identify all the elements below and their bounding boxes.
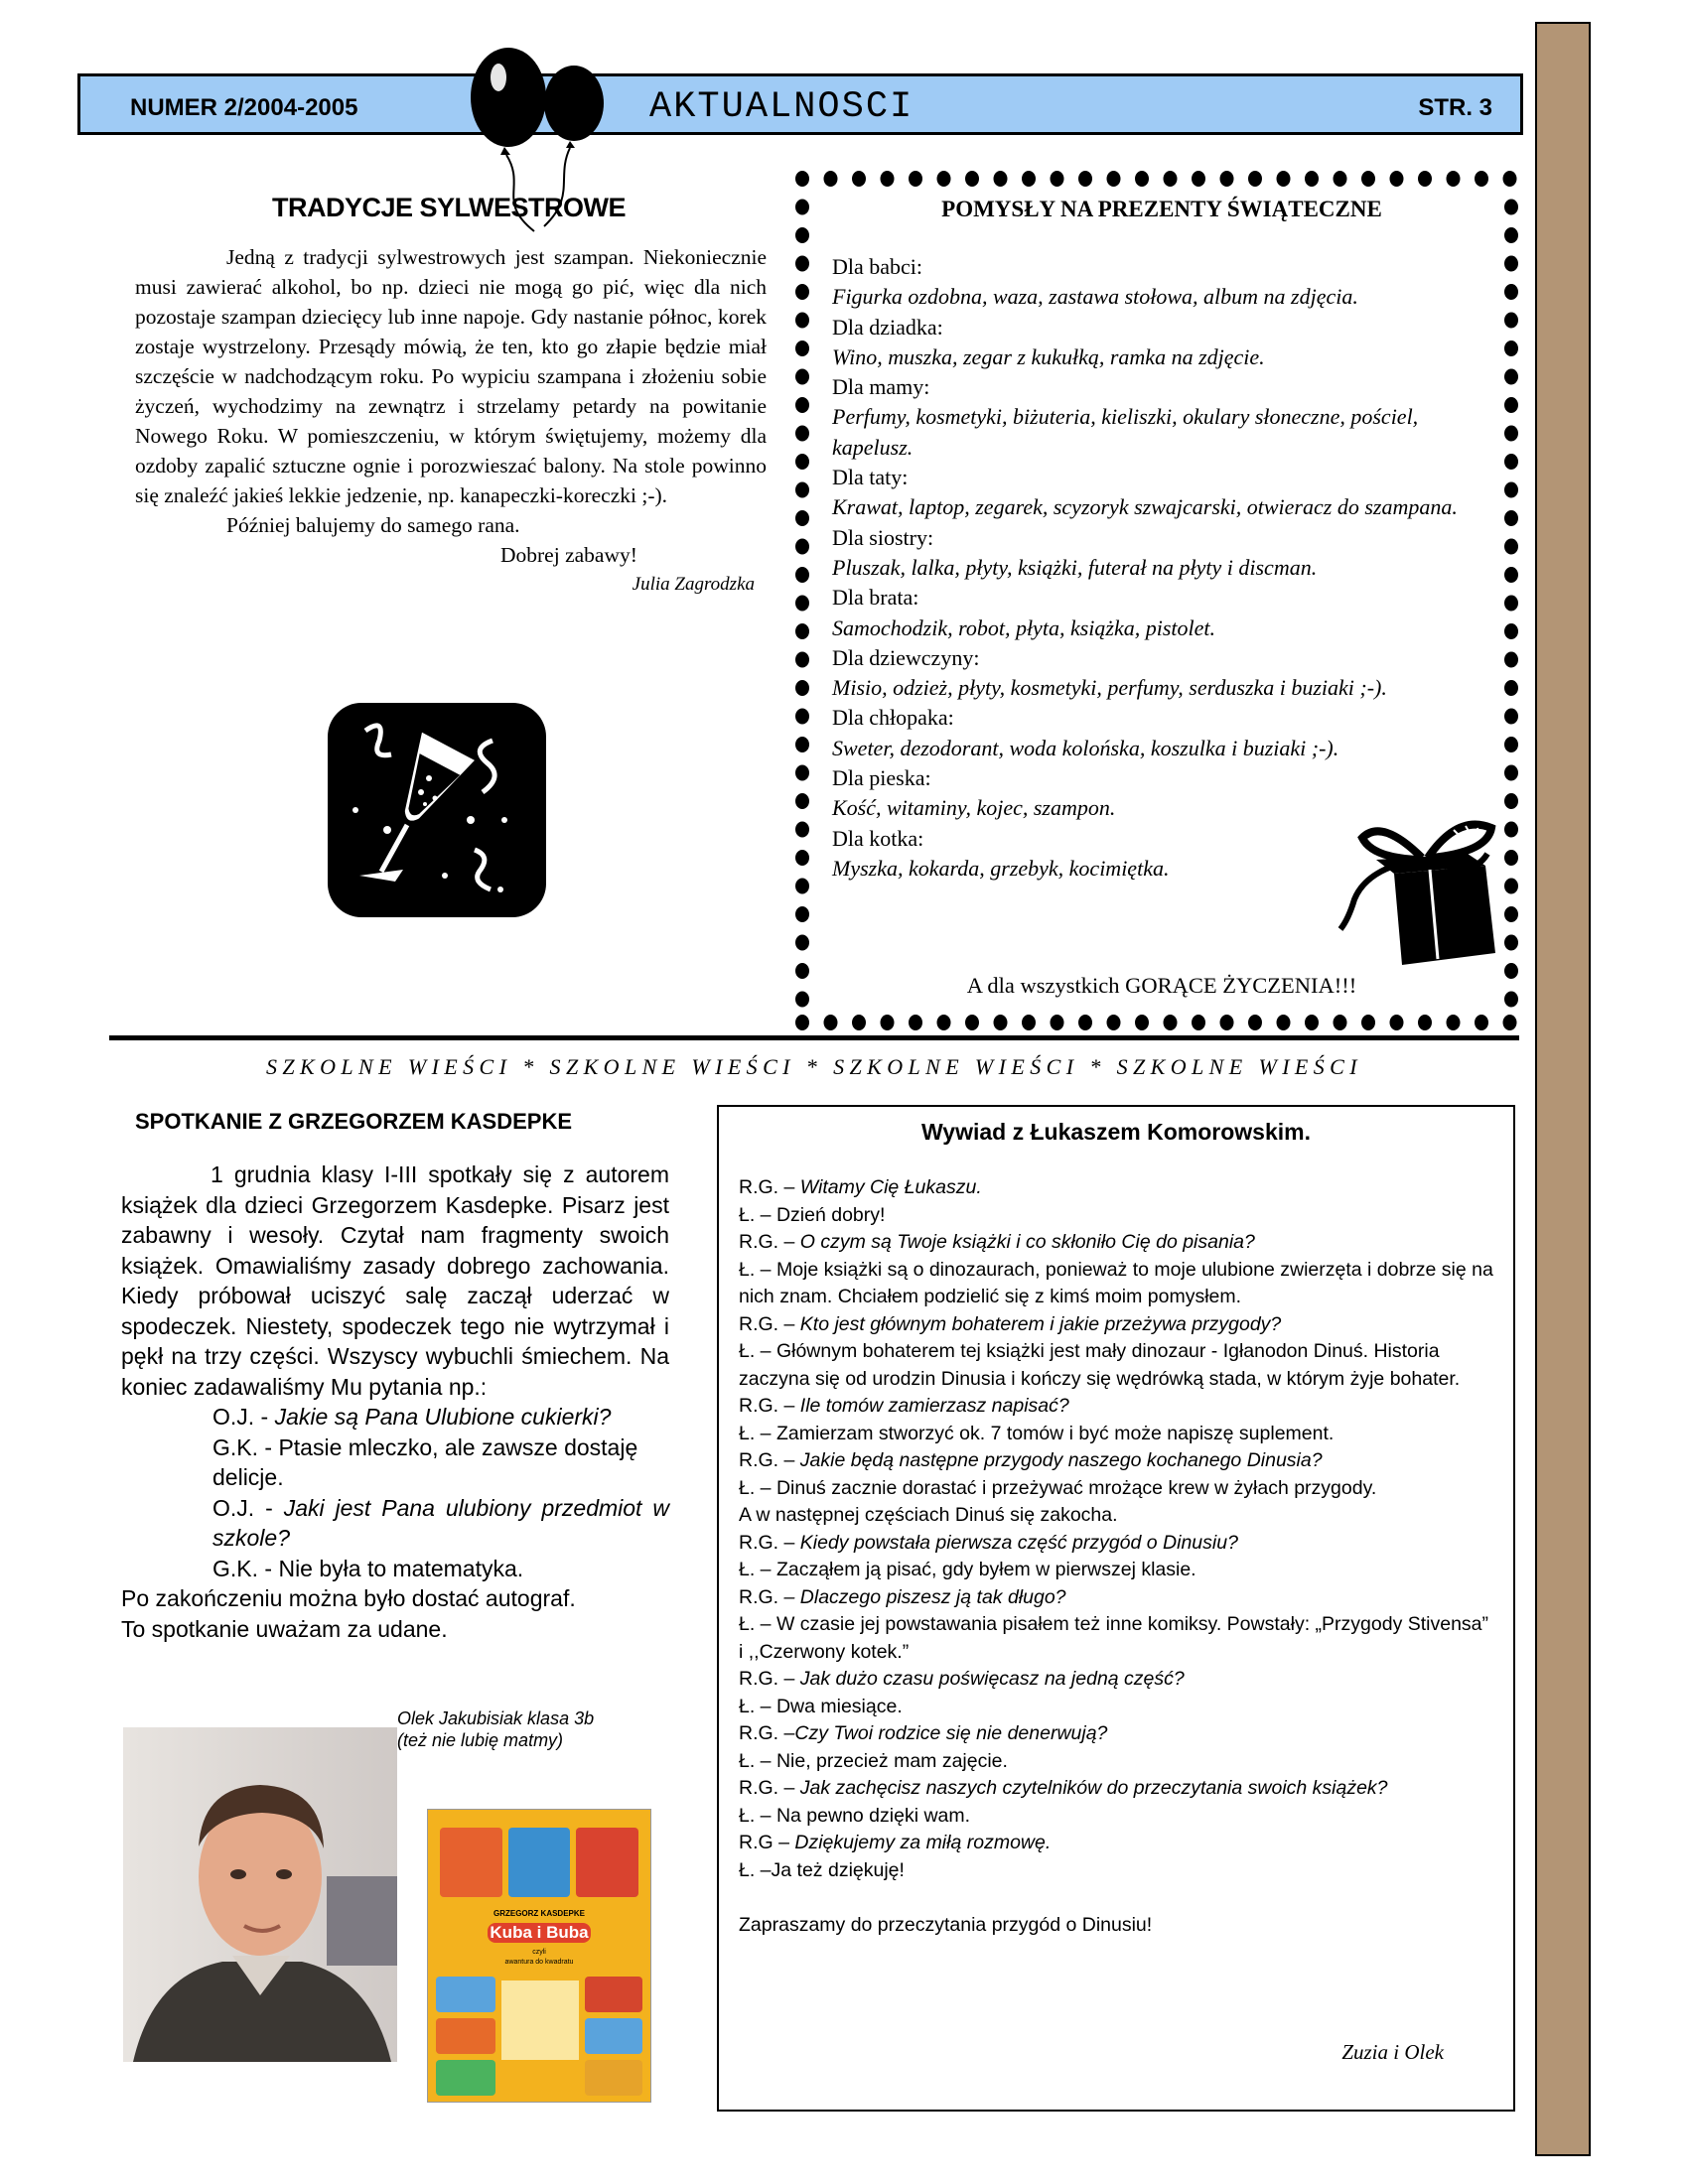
interview-text: Jakie będą następne przygody naszego kochanego Dinusia?: [799, 1449, 1323, 1471]
interview-text: Zacząłem ją pisać, gdy byłem w pierwszej klasie.: [775, 1559, 1196, 1580]
qa-text: Jakie są Pana Ulubione cukierki?: [274, 1404, 612, 1430]
border-dot: [795, 1015, 809, 1030]
interview-text: Dwa miesiące.: [775, 1695, 903, 1717]
border-dot: [795, 935, 809, 951]
border-dot: [1248, 1015, 1262, 1030]
border-dot: [1078, 1015, 1092, 1030]
interview-text: – Dlaczego piszesz ją tak długo?: [783, 1585, 1066, 1608]
gift-recipient: Dla taty:: [832, 465, 909, 490]
border-dot: [909, 1015, 922, 1030]
interview-text: Kiedy powstała pierwsza część przygód o Dinusiu?: [799, 1531, 1238, 1554]
book-illustration: [585, 1977, 642, 2096]
interview-text: Witamy Cię Łukaszu.: [799, 1176, 982, 1198]
interview-text: Głównym bohaterem tej książki jest mały dinozaur - Igłanodon Dinuś. Historia zaczyna się od urodzin Dinusia i kończy się wędrówką stada, w którym żyje bohater.: [739, 1340, 1461, 1390]
article-paragraph: Jedną z tradycji sylwestrowych jest szampan. Niekoniecznie musi zawierać alkohol, bo np. dzieci nie mogą go pić, więc dla nich pozostaje szampan dziecięcy lub inne napoje. Gdy nastanie północ, korek zostaje wystrzelony. Przesądy mówią, że ten, kto go złapie będzie miał szczęście w nadchodzącym roku. Po wypiciu szampana i złożeniu sobie życzeń, wychodzimy na zewnątrz i strzelamy petardy na powitanie Nowego Roku. W pomieszczeniu, w którym świętujemy, możemy dla ozdoby zapalić sztuczne ognie i porozwieszać balony. Na stole powinno się znaleźć jakieś lekkie jedzenie, np. kanapeczki-koreczki ;-).: [135, 245, 767, 507]
border-dot: [795, 200, 809, 215]
border-dot: [1305, 171, 1319, 187]
border-dot: [1164, 1015, 1178, 1030]
article-closing: A dla wszystkich GORĄCE ŻYCZENIA!!!: [966, 973, 1357, 998]
border-dot: [1504, 709, 1518, 725]
border-dot: [795, 510, 809, 526]
border-dot: [994, 171, 1008, 187]
gift-ideas: Sweter, dezodorant, woda kolońska, koszulka i buziaki ;-).: [832, 735, 1339, 760]
border-dot: [1220, 171, 1234, 187]
border-dot: [795, 879, 809, 894]
book-illustration: [436, 1977, 495, 2096]
interview-line: [739, 1720, 1493, 1748]
article-paragraph: Później balujemy do samego rana.: [226, 513, 520, 537]
interview-speaker: Ł. –: [739, 1695, 776, 1717]
gift-recipient: Dla dziadka:: [832, 314, 943, 340]
interview-speaker: R.G. –: [739, 1668, 800, 1690]
article-closing: Dobrej zabawy!: [500, 543, 637, 567]
border-dot: [1475, 171, 1488, 187]
gift-recipient: Dla brata:: [832, 585, 919, 611]
qa-line: [121, 1433, 669, 1493]
border-dot: [881, 171, 895, 187]
interview-speaker: Ł. –: [739, 1858, 772, 1881]
interview-line: [739, 1338, 1493, 1393]
border-dot: [824, 1015, 838, 1030]
interview-speaker: R.G. –: [739, 1777, 800, 1799]
interview-speaker: Ł. –: [739, 1749, 776, 1772]
article-title: SPOTKANIE Z GRZEGORZEM KASDEPKE: [135, 1109, 573, 1134]
section-divider: [109, 1035, 1519, 1040]
border-dot: [1504, 482, 1518, 498]
interview-speaker: R.G. –: [739, 1395, 800, 1417]
champagne-glass-icon: [326, 701, 548, 919]
border-dot: [1504, 256, 1518, 272]
interview-text: Nie, przecież mam zajęcie.: [775, 1749, 1008, 1772]
qa-text: Nie była to matematyka.: [278, 1555, 524, 1581]
border-dot: [795, 369, 809, 385]
border-dot: [1248, 171, 1262, 187]
book-subtitle: czyli: [532, 1949, 546, 1956]
border-dot: [1504, 793, 1518, 809]
interview-line: [739, 1830, 1493, 1857]
border-dot: [1107, 1015, 1121, 1030]
border-dot: [909, 171, 922, 187]
interview-line: [739, 1775, 1493, 1803]
interview-text: Moje książki są o dinozaurach, ponieważ to moje ulubione zwierzęta i dobrze się na nich znam. Chciałem podzielić się z kimś moim pomysłem.: [739, 1258, 1493, 1307]
interview-speaker: R.G.: [739, 1585, 784, 1608]
border-dot: [1390, 171, 1404, 187]
article-title: Wywiad z Łukaszem Komorowskim.: [921, 1119, 1311, 1145]
interview-speaker: R.G. –: [739, 1722, 795, 1744]
gift-ideas: Kość, witaminy, kojec, szampon.: [832, 795, 1116, 821]
border-dot: [795, 256, 809, 272]
border-dot: [795, 313, 809, 329]
border-dot: [881, 1015, 895, 1030]
interview-line: [739, 1311, 1493, 1339]
border-dot: [1051, 171, 1064, 187]
border-dot: [795, 284, 809, 300]
border-dot: [795, 822, 809, 838]
page-header: [77, 73, 1523, 135]
issue-number: NUMER 2/2004-2005: [130, 94, 358, 121]
border-dot: [795, 539, 809, 555]
border-dot: [1504, 623, 1518, 639]
book-subtitle: awantura do kwadratu: [504, 1959, 574, 1966]
interview-line: [739, 1803, 1493, 1831]
border-dot: [795, 567, 809, 583]
gift-recipient: Dla babci:: [832, 254, 923, 279]
interview-line: [739, 1557, 1493, 1584]
interview-text: Ja też dziękuję!: [771, 1858, 905, 1881]
interview-speaker: Ł. –: [739, 1804, 776, 1827]
border-dot: [1504, 539, 1518, 555]
book-cover-image: [427, 1809, 651, 2103]
article-paragraph: To spotkanie uważam za udane.: [121, 1615, 448, 1642]
interview-line: [739, 1857, 1493, 1885]
book-blurb-area: [501, 1980, 579, 2060]
book-title: Kuba i Buba: [488, 1923, 591, 1943]
border-dot: [1504, 765, 1518, 781]
article-paragraph: 1 grudnia klasy I-III spotkały się z autorem książek dla dzieci Grzegorzem Kasdepke. Pisarz jest zabawny i wesoły. Czytał nam fragmenty swoich książek. Omawialiśmy zasady dobrego zachowania. Kiedy próbował uciszyć salę zaczął uderzać w spodeczek. Niestety, spodeczek tego nie wytrzymał i pękł na trzy części. Wszyscy wybuchli śmiechem. Na koniec zadawaliśmy Mu pytania np.:: [121, 1161, 669, 1400]
page-number: STR. 3: [1418, 94, 1492, 121]
interview-line: [739, 1393, 1493, 1421]
border-dot: [1504, 369, 1518, 385]
interview-text: Zamierzam stworzyć ok. 7 tomów i być może napiszę suplement.: [775, 1422, 1335, 1444]
interview-speaker: R.G. –: [739, 1449, 800, 1471]
book-illustration: [440, 1828, 638, 1897]
interview-text: Jak dużo czasu poświęcasz na jedną część?: [799, 1668, 1185, 1690]
border-dot: [1220, 1015, 1234, 1030]
border-dot: [1361, 1015, 1375, 1030]
border-dot: [795, 850, 809, 866]
article-paragraph: Po zakończeniu można było dostać autograf.: [121, 1585, 576, 1611]
border-dot: [1390, 1015, 1404, 1030]
interview-speaker: Ł. –: [739, 1422, 776, 1444]
gift-ideas: Misio, odzież, płyty, kosmetyki, perfumy, serduszka i buziaki ;-).: [832, 675, 1387, 701]
interview-line: [739, 1666, 1493, 1694]
border-dot: [1504, 227, 1518, 243]
border-dot: [1504, 510, 1518, 526]
gift-recipient: Dla dziewczyny:: [832, 644, 980, 670]
border-dot: [1504, 341, 1518, 356]
interview-line: [739, 1748, 1493, 1776]
border-dot: [1334, 171, 1347, 187]
border-dot: [1504, 284, 1518, 300]
interview-speaker: R.G. –: [739, 1176, 800, 1198]
gift-recipient: Dla kotka:: [832, 825, 924, 851]
interview-text: A w następnej częściach Dinuś się zakocha.: [739, 1504, 1118, 1526]
border-dot: [1277, 171, 1291, 187]
gift-ideas: Samochodzik, robot, płyta, książka, pistolet.: [832, 614, 1215, 640]
border-dot: [1503, 171, 1517, 187]
qa-speaker: O.J. -: [212, 1404, 275, 1430]
border-dot: [1504, 313, 1518, 329]
border-dot: [1504, 737, 1518, 752]
border-dot: [795, 652, 809, 668]
interview-line: [739, 1174, 1493, 1202]
border-dot: [1164, 171, 1178, 187]
border-dot: [1447, 171, 1461, 187]
border-dot: [852, 1015, 866, 1030]
qa-text: Ptasie mleczko, ale zawsze dostaję delicje.: [212, 1433, 638, 1490]
qa-speaker: G.K. -: [212, 1433, 279, 1460]
border-dot: [1361, 171, 1375, 187]
photo-caption-line: Olek Jakubisiak klasa 3b: [397, 1708, 595, 1728]
border-dot: [1051, 1015, 1064, 1030]
article-title: POMYSŁY NA PREZENTY ŚWIĄTECZNE: [941, 197, 1382, 221]
article-title: TRADYCJE SYLWESTROWE: [271, 193, 627, 222]
border-dot: [795, 793, 809, 809]
interview-speaker: Ł. –: [739, 1203, 776, 1226]
border-dot: [1277, 1015, 1291, 1030]
border-dot: [795, 482, 809, 498]
author-photo: [123, 1727, 397, 2062]
interview-text: W czasie jej powstawania pisałem też inne komiksy. Powstały: „Przygody Stivensa” i ,,Czerwony kotek.”: [739, 1613, 1489, 1663]
interview-line: [739, 1447, 1493, 1475]
gift-ideas: Pluszak, lalka, płyty, książki, futerał na płyty i discman.: [832, 554, 1318, 580]
section-title: AKTUALNOSCI: [649, 86, 914, 128]
interview-line: [739, 1421, 1493, 1448]
gift-list: [832, 252, 1487, 884]
border-dot: [1418, 1015, 1432, 1030]
interview-line: [739, 1884, 1493, 1912]
border-dot: [1504, 567, 1518, 583]
gift-box-icon: [1336, 814, 1507, 973]
interview-speaker: Ł. –: [739, 1476, 776, 1499]
border-dot: [824, 171, 838, 187]
border-dot: [1135, 171, 1149, 187]
interview-line: [739, 1530, 1493, 1558]
interview-line: [739, 1229, 1493, 1257]
interview-text: Na pewno dzięki wam.: [775, 1804, 971, 1827]
interview-line: [739, 1611, 1493, 1666]
interview-speaker: Ł. –: [739, 1559, 776, 1580]
interview-speaker: Ł. –: [739, 1613, 776, 1635]
interview-speaker: R.G –: [739, 1832, 795, 1853]
border-dot: [1192, 171, 1205, 187]
qa-line: [121, 1554, 669, 1584]
section-banner: SZKOLNE WIEŚCI * SZKOLNE WIEŚCI * SZKOLNE WIEŚCI * SZKOLNE WIEŚCI: [266, 1054, 1362, 1079]
border-dot: [1503, 1015, 1517, 1030]
interview-text: O czym są Twoje książki i co skłoniło Cię do pisania?: [799, 1231, 1255, 1253]
interview-speaker: Ł. –: [739, 1258, 776, 1281]
border-dot: [1334, 1015, 1347, 1030]
gift-recipient: Dla chłopaka:: [832, 705, 954, 731]
border-dot: [795, 623, 809, 639]
interview-text: Ile tomów zamierzasz napisać?: [799, 1395, 1069, 1417]
interview-speaker: R.G. –: [739, 1312, 800, 1335]
border-dot: [1475, 1015, 1488, 1030]
border-dot: [795, 341, 809, 356]
border-dot: [795, 454, 809, 470]
gift-recipient: Dla mamy:: [832, 374, 930, 400]
interview-text: Czy Twoi rodzice się nie denerwują?: [794, 1722, 1108, 1744]
page-side-stripe: [1535, 22, 1591, 2156]
border-dot: [852, 171, 866, 187]
border-dot: [1135, 1015, 1149, 1030]
border-dot: [795, 737, 809, 752]
border-dot: [795, 171, 809, 187]
gift-ideas: Krawat, laptop, zegarek, scyzoryk szwajcarski, otwieracz do szampana.: [832, 494, 1458, 520]
border-dot: [1078, 171, 1092, 187]
interview-text: Jak zachęcisz naszych czytelników do przeczytania swoich książek?: [799, 1777, 1388, 1799]
border-dot: [1504, 426, 1518, 442]
border-dot: [1107, 171, 1121, 187]
article-body: [135, 242, 767, 600]
interview-line: [739, 1202, 1493, 1230]
border-dot: [1504, 680, 1518, 696]
interview-line: [739, 1502, 1493, 1530]
border-dot: [795, 709, 809, 725]
border-dot: [937, 1015, 951, 1030]
border-dot: [795, 765, 809, 781]
qa-line: [121, 1402, 669, 1433]
gift-ideas: Myszka, kokarda, grzebyk, kocimiętka.: [832, 855, 1170, 881]
interview-line: [739, 1694, 1493, 1721]
article-body: [121, 1160, 669, 1644]
gift-ideas: Wino, muszka, zegar z kukułką, ramka na zdjęcie.: [832, 343, 1265, 369]
border-dot: [795, 906, 809, 922]
border-dot: [1192, 1015, 1205, 1030]
qa-list: [121, 1402, 669, 1583]
interview-speaker: R.G. –: [739, 1231, 800, 1253]
article-author: Zuzia i Olek: [1341, 2040, 1444, 2064]
interview-lines: [739, 1174, 1493, 1939]
interview-line: [739, 1257, 1493, 1311]
photo-caption: [397, 1707, 594, 1751]
border-dot: [1504, 596, 1518, 612]
border-dot: [1504, 454, 1518, 470]
interview-text: Dzień dobry!: [775, 1203, 886, 1226]
gift-recipient: Dla pieska:: [832, 765, 931, 791]
border-dot: [1504, 397, 1518, 413]
gift-recipient: Dla siostry:: [832, 524, 934, 550]
interview-text: Zapraszamy do przeczytania przygód o Dinusiu!: [739, 1913, 1153, 1936]
qa-text: Jaki jest Pana ulubiony przedmiot w szkole?: [212, 1494, 669, 1551]
interview-speaker: Ł. –: [739, 1340, 776, 1362]
interview-text: Dziękujemy za miłą rozmowę.: [794, 1832, 1052, 1853]
photo-caption-line: (też nie lubię matmy): [397, 1730, 564, 1750]
gift-ideas: Figurka ozdobna, waza, zastawa stołowa, album na zdjęcia.: [832, 284, 1358, 310]
border-dot: [1504, 652, 1518, 668]
border-dot: [795, 397, 809, 413]
border-dot: [795, 963, 809, 979]
border-dot: [1418, 171, 1432, 187]
article-author: Julia Zagrodzka: [632, 574, 755, 595]
border-dot: [1022, 171, 1036, 187]
interview-text: Dinuś zacznie dorastać i przeżywać mrożące krew w żyłach przygody.: [775, 1476, 1377, 1499]
border-dot: [937, 171, 951, 187]
border-dot: [1305, 1015, 1319, 1030]
qa-speaker: O.J. -: [212, 1494, 284, 1521]
border-dot: [1022, 1015, 1036, 1030]
border-dot: [795, 992, 809, 1008]
gift-ideas: Perfumy, kosmetyki, biżuteria, kieliszki, okulary słoneczne, pościel, kapelusz.: [832, 404, 1419, 460]
border-dot: [795, 596, 809, 612]
border-dot: [795, 426, 809, 442]
border-dot: [795, 680, 809, 696]
interview-line: [739, 1475, 1493, 1503]
qa-speaker: G.K. -: [212, 1555, 279, 1581]
interview-text: Kto jest głównym bohaterem i jakie przeżywa przygody?: [799, 1312, 1282, 1335]
interview-line: [739, 1584, 1493, 1612]
qa-line: [121, 1493, 669, 1554]
interview-line: [739, 1912, 1493, 1940]
border-dot: [795, 227, 809, 243]
border-dot: [994, 1015, 1008, 1030]
border-dot: [965, 1015, 979, 1030]
interview-box: [717, 1105, 1515, 2112]
border-dot: [1447, 1015, 1461, 1030]
interview-speaker: R.G. –: [739, 1531, 800, 1554]
book-author: GRZEGORZ KASDEPKE: [492, 1909, 585, 1918]
border-dot: [965, 171, 979, 187]
